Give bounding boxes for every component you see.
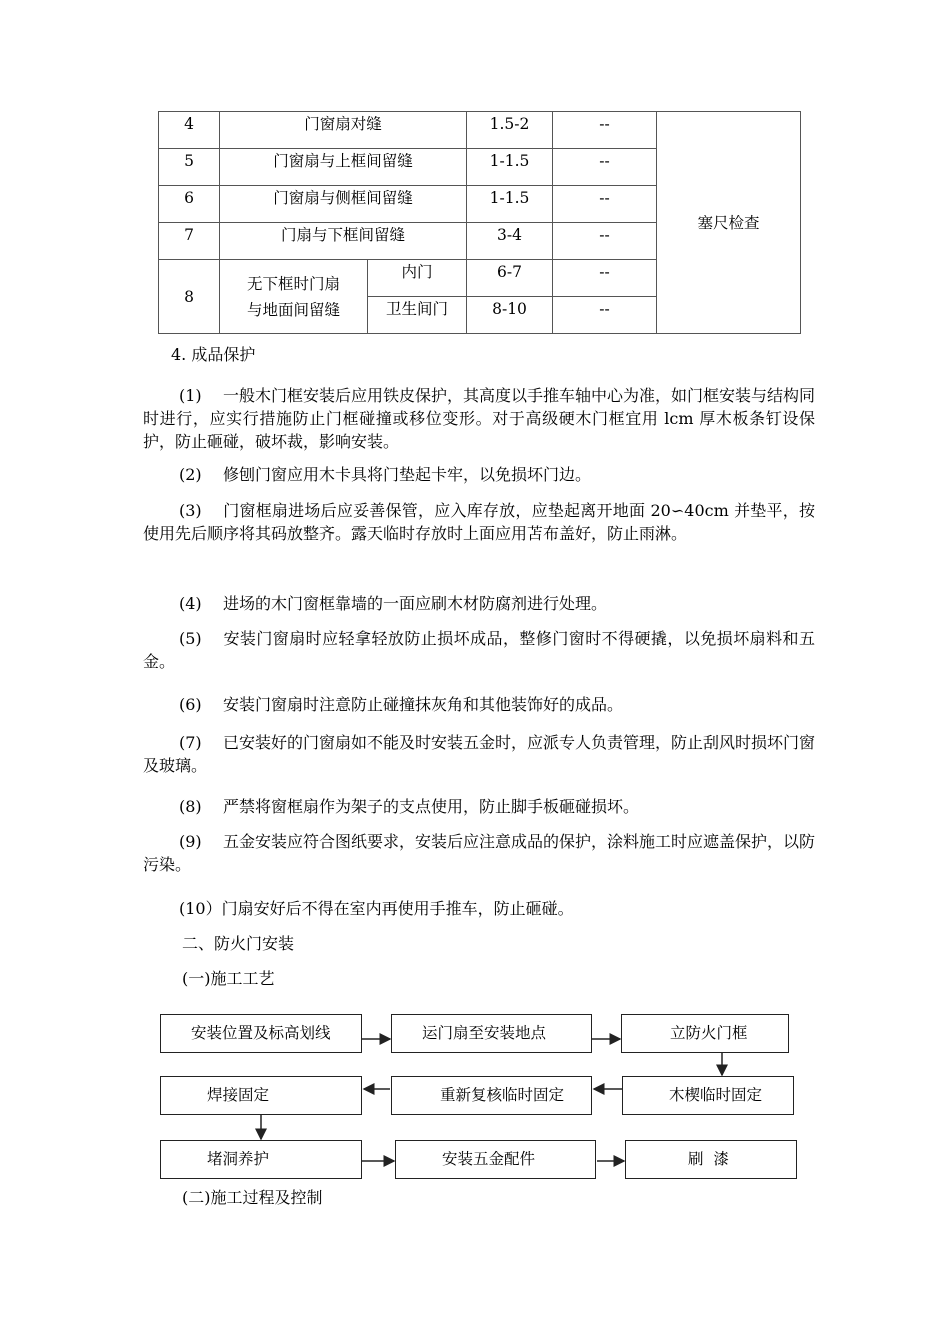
paragraph-number: (3) [179,501,202,520]
paragraph-number: (9) [179,832,202,851]
row-value: 1-1.5 [467,149,553,186]
check-method: 塞尺检查 [657,112,801,334]
flow-step-paint [625,1140,797,1179]
flow-step-label: 安装五金配件 [442,1150,536,1168]
flow-step-hardware [395,1140,596,1179]
paragraph-number: (2) [179,465,202,484]
flow-step-label: 木楔临时固定 [669,1086,763,1104]
row-item-line1: 无下框时门扇 [246,274,340,293]
row-value: 3-4 [467,223,553,260]
flow-step-marking [160,1014,362,1053]
row-item-line2: 与地面间留缝 [246,300,340,319]
row-value: 6-7 [467,260,553,297]
paragraph-number: (8) [179,797,202,816]
row-dash: -- [553,186,657,223]
row-dash: -- [553,112,657,149]
paragraph-number: (5) [179,629,202,648]
paragraph-text: 安装门窗扇时应轻拿轻放防止损坏成品，整修门窗时不得硬撬，以免损坏扇料和五金。 [143,629,815,671]
row-item: 门窗扇对缝 [220,112,467,149]
paragraph-text: 已安装好的门窗扇如不能及时安装五金时，应派专人负责管理，防止刮风时损坏门窗及玻璃。 [143,733,816,775]
row-no: 4 [159,112,220,149]
flow-step-recheck [391,1076,592,1115]
paragraph-number: (6) [179,695,202,714]
sub-item-label: 内门 [368,260,467,297]
flow-step-erect-frame [621,1014,789,1053]
paragraph-text: 修刨门窗应用木卡具将门垫起卡牢，以免损坏门边。 [223,465,592,484]
paragraph-text: 安装门窗扇时注意防止碰撞抹灰角和其他装饰好的成品。 [223,695,624,714]
row-value: 1-1.5 [467,186,553,223]
subsection-title: (一)施工工艺 [182,969,275,988]
row-dash: -- [553,297,657,334]
subsection-title: (二)施工过程及控制 [182,1188,323,1207]
paragraph-number: (7) [179,733,202,752]
paragraph-text: 门扇安好后不得在室内再使用手推车，防止砸碰。 [221,899,574,918]
paragraph-number: (4) [179,594,202,613]
paragraph-number: (10） [179,899,222,918]
row-item: 门窗扇与上框间留缝 [220,149,467,186]
row-dash: -- [553,260,657,297]
flow-step-label: 堵洞养护 [207,1150,270,1168]
paragraph-text: 进场的木门窗框靠墙的一面应刷木材防腐剂进行处理。 [223,594,608,613]
flow-step-transport [391,1014,592,1053]
row-item: 门窗扇与侧框间留缝 [220,186,467,223]
sub-item-label: 卫生间门 [368,297,467,334]
flow-step-label: 运门扇至安装地点 [422,1024,547,1042]
row-dash: -- [553,149,657,186]
row-no: 5 [159,149,220,186]
row-no: 6 [159,186,220,223]
paragraph-text: 一般木门框安装后应用铁皮保护，其高度以手推车轴中心为准，如门框安装与结构同时进行，应实行措施防止门框碰撞或移位变形。对于高级硬木门框宜用 lcm 厚木板条钉设保护，防止砸碰，破坏裁，影响安装。 [143,386,816,451]
section-title: 4. 成品保护 [171,345,256,364]
flow-step-wedge-fix [622,1076,794,1115]
row-no: 8 [159,260,220,334]
flow-step-label: 焊接固定 [207,1086,270,1104]
row-value: 1.5-2 [467,112,553,149]
row-value: 8-10 [467,297,553,334]
section-title: 二、防火门安装 [182,934,295,953]
paragraph-text: 五金安装应符合图纸要求，安装后应注意成品的保护，涂料施工时应遮盖保护，以防污染。 [143,832,816,874]
flow-step-label: 立防火门框 [670,1024,748,1042]
paragraph-text: 严禁将窗框扇作为架子的支点使用，防止脚手板砸碰损坏。 [223,797,640,816]
paragraph-number: (1) [179,386,202,405]
flow-step-weld [160,1076,362,1115]
flow-step-label: 安装位置及标高划线 [191,1024,331,1042]
flow-step-seal-cure [160,1140,362,1179]
paragraph-text: 门窗框扇进场后应妥善保管，应入库存放，应垫起离开地面 20∽40cm 并垫平，按使用先后顺序将其码放整齐。露天临时存放时上面应用苫布盖好，防止雨淋。 [143,501,815,543]
flow-step-label: 刷 漆 [688,1150,729,1168]
row-dash: -- [553,223,657,260]
row-item: 门扇与下框间留缝 [220,223,467,260]
row-no: 7 [159,223,220,260]
flow-step-label: 重新复核临时固定 [440,1086,565,1104]
